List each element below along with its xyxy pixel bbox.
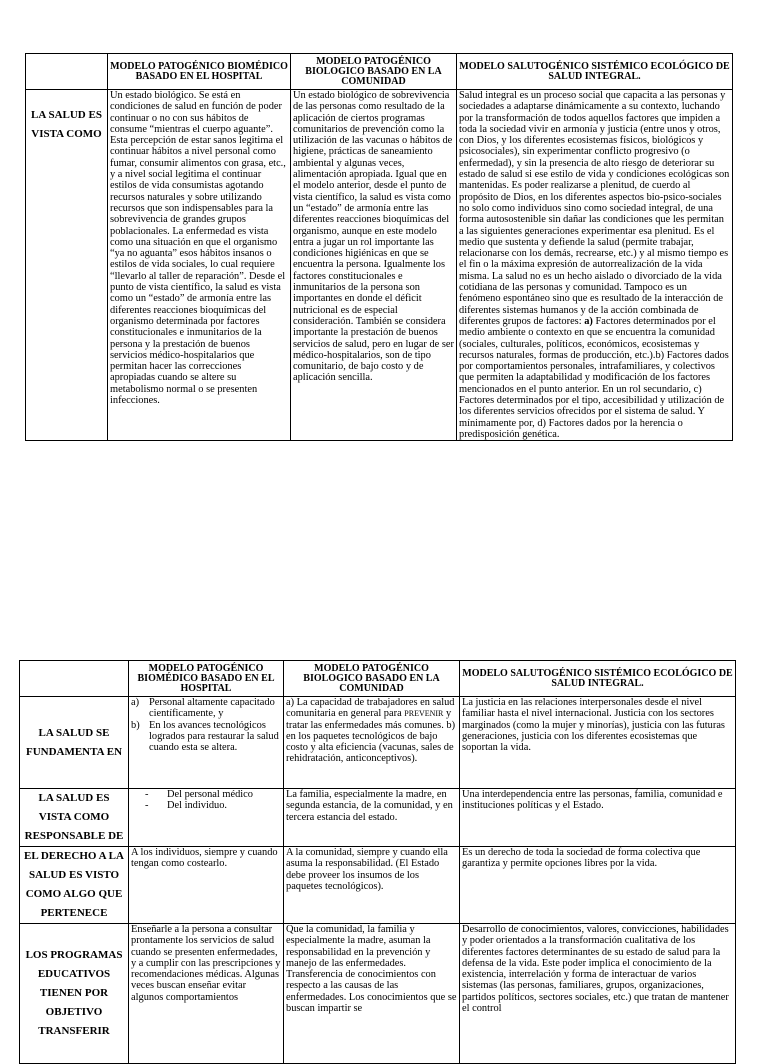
cell-biomedico — [129, 789, 284, 847]
header-biologico: MODELO PATOGÉNICO BIOLOGICO BASADO EN LA COMUNIDAD — [284, 661, 460, 697]
list-text: Del individuo. — [167, 800, 228, 812]
header-salutogenico: MODELO SALUTOGÉNICO SISTÉMICO ECOLÓGICO DE SALUD INTEGRAL. — [457, 54, 733, 90]
table-row — [20, 924, 736, 1064]
table-row — [20, 847, 736, 924]
cell-biomedico: A los individuos, siempre y cuando tengan como costearlo. — [129, 847, 284, 924]
list-marker: - — [145, 789, 149, 800]
cell-salutogenico — [457, 90, 733, 441]
header-empty-cell — [26, 54, 108, 90]
table-row — [20, 697, 736, 789]
cell-biomedico: Enseñarle a la persona a consultar prontamente los servicios de salud cuando se presenten enfermedades, y a cumplir con las prescripciones y recomendaciones médicas. Algunas veces buscan enseñar evitar algunos comportamientos — [129, 924, 284, 1064]
cell-salutogenico: La justicia en las relaciones interpersonales desde el nivel familiar hasta el nivel internacional. Justicia con los sectores marginados (como la mujer y minorías), justicia con las futuras generaciones, justicia con los diferentes ecosistemas que soportan la vida. — [460, 697, 736, 789]
small-caps-text: PREVENIR — [404, 709, 444, 719]
list-marker: b) — [131, 719, 140, 731]
cell-text: a) La capacidad de trabajadores en salud comunitaria en general para — [286, 697, 455, 720]
row-label: LOS PROGRAMAS EDUCATIVOS TIENEN POR OBJETIVO TRANSFERIR — [20, 924, 129, 1064]
cell-biomedico — [129, 697, 284, 789]
cell-text: y tratar las enfermedades más comunes. b) en los paquetes tecnológicos de bajo costo y alta eficiencia (vacunas, sales de rehidratación, anticonceptivos). — [286, 708, 456, 765]
header-row — [20, 661, 736, 697]
table-row — [20, 789, 736, 847]
cell-biologico: Que la comunidad, la familia y especialmente la madre, asuman la responsabilidad en la prevención y manejo de las enfermedades. Transferencia de conocimientos con respecto a las causas de las enfermedades. Los conocimientos que se buscan impartir se — [284, 924, 460, 1064]
header-salutogenico: MODELO SALUTOGÉNICO SISTÉMICO ECOLÓGICO DE SALUD INTEGRAL. — [460, 661, 736, 697]
row-label: LA SALUD ES VISTA COMO — [26, 90, 108, 441]
list-text: Del personal médico — [167, 789, 253, 800]
header-empty-cell — [20, 661, 129, 697]
cell-text: Salud integral es un proceso social que capacita a las personas y sociedades a adaptarse dinámicamente a su contexto, luchando por la transformación de todos aquellos factores que impiden a toda la sociedad vivir en armonía y justicia (entre unos y otros, con Dios, y los diferentes ecosistemas físicos, biológicos y psicosociales), sin experimentar conflicto progresivo (o enfermedad), y sin la presencia de alto riesgo de deteriorar su estado de salud si ese estilo de vida y condiciones ecológicas son mantenidas. Es poder realizarse a plenitud, de cuerdo al propósito de Dios, en los diferentes aspectos bio-psico-sociales no solo como individuos sino como sociedad integral, de una forma autosostenible sin dañar las condiciones que les permitan a las siguientes generaciones experimentar esa plenitud. Es el medio que sustenta y defiende la salud (permite trabajar, relacionarse con los demás, recrearse, etc.) y al mismo tiempo es el fin o la máxima expresión de autorrealización de la vida misma. La salud no es un hecho aislado o divorciado de la vida cotidiana de las personas y comunidad. Tampoco es un fenómeno espontáneo sino que es resultado de la interacción de diferentes sistemas humanos y de la acción combinada de diferentes grupos de factores: — [459, 90, 730, 327]
table-row — [26, 90, 733, 441]
salud-fundamentos-table — [19, 660, 736, 1064]
header-biologico: MODELO PATOGÉNICO BIOLOGICO BASADO EN LA COMUNIDAD — [291, 54, 457, 90]
list-item — [131, 720, 281, 754]
cell-biologico: Un estado biológico de sobrevivencia de las personas como resultado de la aplicación de ciertos programas comunitarios de prevención como la utilización de las vacunas o hábitos de higiene, prácticas de saneamiento ambiental y algunas veces, alimentación apropiada. Igual que en el modelo anterior, desde el punto de vista científico, la salud es vista como un “estado” de armonía entre las diferentes reacciones bioquímicas del organismo, aunque en este modelo entra a jugar un rol importante las condiciones higiénicas en que se encuentra la persona. Igualmente los factores constitucionales e inmunitarios de la persona son importantes en donde el déficit nutricional es de especial consideración. También se considera importante la prestación de buenos servicios de salud, pero en lugar de ser médico-hospitalarios, son de tipo comunitario, de bajo costo y de aplicación sencilla. — [291, 90, 457, 441]
cell-salutogenico: Es un derecho de toda la sociedad de forma colectiva que garantiza y permite opciones libres por la vida. — [460, 847, 736, 924]
cell-biologico — [284, 697, 460, 789]
bold-marker: a) — [584, 315, 593, 327]
list-marker: - — [145, 800, 149, 812]
salud-vista-table — [25, 53, 733, 441]
row-label: LA SALUD ES VISTA COMO RESPONSABLE DE — [20, 789, 129, 847]
list-marker: a) — [131, 697, 140, 708]
cell-text: Factores determinados por el medio ambiente o contexto en que se encuentra la comunidad (sociales, culturales, políticos, económicos, ecosistemas y recursos naturales, formas de producción, etc.).b) Factores dados por comportamientos personales, intrafamiliares, y colectivos que permiten la adaptabilidad y modificación de los factores mencionados en el punto anterior. En un rol secundario, c) Factores determinados por el tipo, accesibilidad y utilización de los diferentes servicios ofrecidos por el sistema de salud. Y mínimamente por, d) Factores dados por la herencia o predisposición genética. — [459, 315, 729, 440]
list-item — [131, 789, 281, 800]
header-biomedico: MODELO PATOGÉNICO BIOMÉDICO BASADO EN EL HOSPITAL — [108, 54, 291, 90]
row-label: EL DERECHO A LA SALUD ES VISTO COMO ALGO QUE PERTENECE — [20, 847, 129, 924]
list-text: En los avances tecnológicos logrados para restaurar la salud cuando esta se altera. — [149, 719, 279, 754]
cell-biologico: A la comunidad, siempre y cuando ella asuma la responsabilidad. (El Estado debe proveer los insumos de los paquetes tecnológicos). — [284, 847, 460, 924]
header-row — [26, 54, 733, 90]
list-text: Personal altamente capacitado científicamente, y — [149, 697, 275, 720]
cell-biologico: La familia, especialmente la madre, en segunda estancia, de la comunidad, y en tercera estancia del estado. — [284, 789, 460, 847]
row-label: LA SALUD SE FUNDAMENTA EN — [20, 697, 129, 789]
list-item — [131, 697, 281, 720]
cell-salutogenico: Desarrollo de conocimientos, valores, convicciones, habilidades y poder orientados a la transformación cualitativa de los diferentes factores determinantes de su estado de salud para la defensa de la vida. Este poder implica el conocimiento de la existencia, interrelación y forma de interactuar de varios sistemas (las personas, familiares, grupos, organizaciones, partidos políticos, sectores sociales, etc.) que tratan de mantener el control — [460, 924, 736, 1064]
header-biomedico: MODELO PATOGÉNICO BIOMÉDICO BASADO EN EL HOSPITAL — [129, 661, 284, 697]
list-item — [131, 800, 281, 811]
cell-salutogenico: Una interdependencia entre las personas, familia, comunidad e instituciones políticas y el Estado. — [460, 789, 736, 847]
cell-biomedico: Un estado biológico. Se está en condiciones de salud en función de poder continuar o no con sus hábitos de consume “mientras el cuerpo aguante”. Esta percepción de estar sanos legitima el continuar hábitos a nivel personal como fumar, consumir alimentos con grasa, etc., y a nivel social legitima el continuar estilos de vida consumistas agotando recursos naturales y sobre utilizando recursos que son indispensables para la sobrevivencia de grandes grupos poblacionales. La enfermedad es vista como una situación en que el organismo “ya no aguanta” esos hábitos insanos o estilos de vida sociales, lo cual requiere “llevarlo al taller de reparación”. Desde el punto de vista científico, la salud es vista como un “estado” de armonía entre las diferentes reacciones bioquímicas del organismo determinada por factores constitucionales e inmunitarios de la persona y la prestación de buenos servicios médico-hospitalarios que permitan hacer las correcciones apropiadas cuando se altere su metabolismo normal o se presenten infecciones. — [108, 90, 291, 441]
